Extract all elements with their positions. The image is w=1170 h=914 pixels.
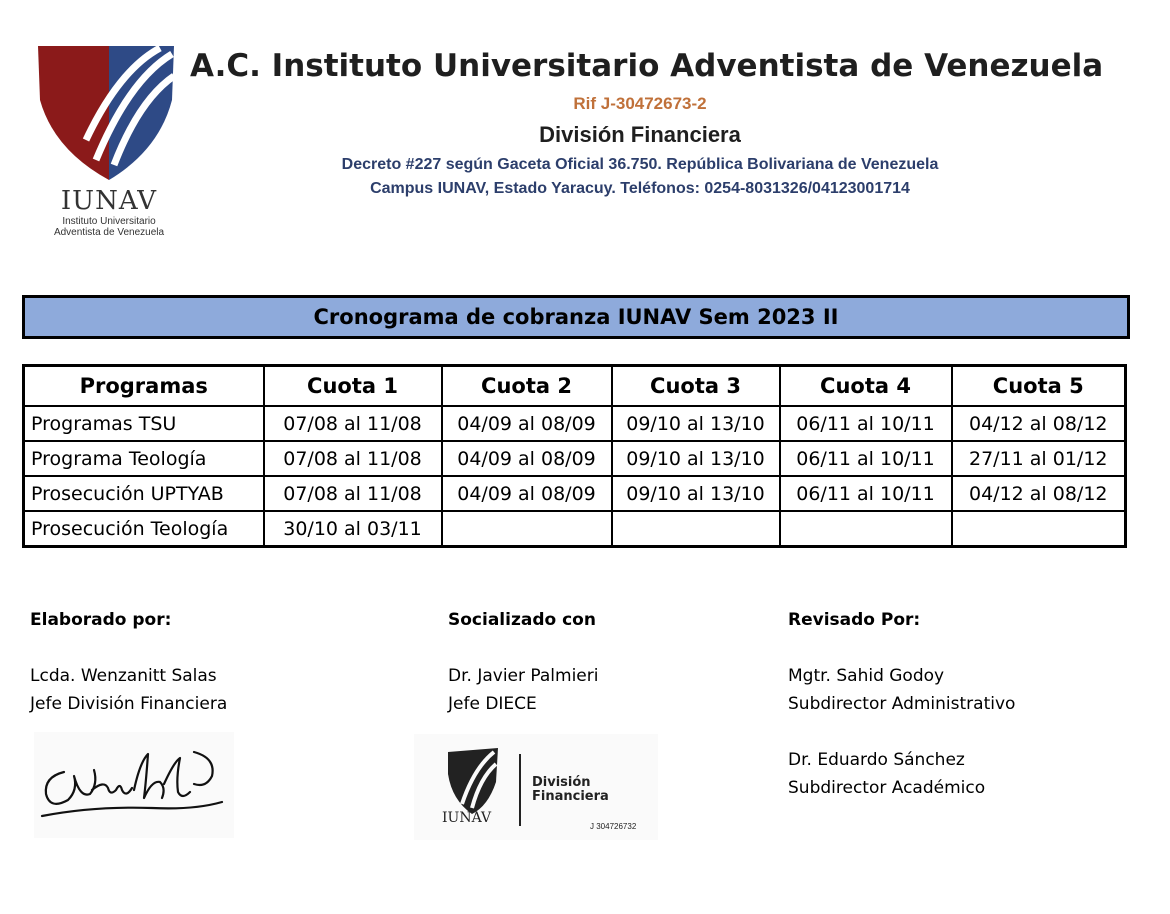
program-cell: Programa Teología — [24, 441, 264, 476]
signer-role: Subdirector Académico — [788, 778, 986, 798]
signature-label: Elaborado por: — [30, 610, 172, 630]
signer-name: Mgtr. Sahid Godoy — [788, 666, 945, 686]
logo-name: IUNAV — [60, 186, 158, 216]
signer-role: Jefe División Financiera — [30, 694, 228, 714]
stamp-division — [532, 776, 609, 804]
stamp-line: Financiera — [532, 789, 609, 804]
stamp-line: División — [532, 775, 591, 790]
signer-name: Dr. Javier Palmieri — [448, 666, 599, 686]
column-header: Cuota 5 — [952, 366, 1126, 407]
date-cell: 06/11 al 10/11 — [780, 476, 952, 511]
date-cell: 09/10 al 13/10 — [612, 476, 780, 511]
date-cell — [612, 511, 780, 547]
signer-role: Jefe DIECE — [448, 694, 537, 714]
table-header-row — [24, 366, 1126, 407]
logo-subtitle: Instituto Universitario — [62, 216, 156, 227]
handwritten-signature — [34, 732, 234, 838]
logo-subtitle: Adventista de Venezuela — [53, 227, 165, 238]
column-header: Cuota 3 — [612, 366, 780, 407]
date-cell: 04/09 al 08/09 — [442, 476, 612, 511]
table-row — [24, 441, 1126, 476]
date-cell: 04/12 al 08/12 — [952, 406, 1126, 441]
table-row — [24, 511, 1126, 547]
date-cell: 04/09 al 08/09 — [442, 441, 612, 476]
program-cell: Prosecución UPTYAB — [24, 476, 264, 511]
program-cell: Programas TSU — [24, 406, 264, 441]
program-cell: Prosecución Teología — [24, 511, 264, 547]
signature-label: Revisado Por: — [788, 610, 921, 630]
division-name: División Financiera — [539, 122, 741, 147]
campus-line: Campus IUNAV, Estado Yaracuy. Teléfonos: 0254-8031326/04123001714 — [370, 180, 910, 197]
stamp-brand: IUNAV — [442, 810, 492, 826]
date-cell — [780, 511, 952, 547]
rif: Rif J-30472673-2 — [573, 94, 707, 113]
table-row — [24, 476, 1126, 511]
stamp-code: J 304726732 — [590, 822, 637, 831]
signature-block-socializado — [448, 606, 598, 718]
document-title: Cronograma de cobranza IUNAV Sem 2023 II — [22, 295, 1130, 339]
institution-name: A.C. Instituto Universitario Adventista de Venezuela — [190, 48, 1104, 84]
shield-icon — [34, 40, 184, 185]
date-cell: 04/12 al 08/12 — [952, 476, 1126, 511]
schedule-table — [22, 364, 1127, 548]
decree-line: Decreto #227 según Gaceta Oficial 36.750. República Bolivariana de Venezuela — [341, 156, 939, 173]
signature-block-revisado — [788, 606, 1015, 802]
iunav-logo — [34, 40, 184, 240]
column-header: Programas — [24, 366, 264, 407]
date-cell: 30/10 al 03/11 — [264, 511, 442, 547]
signature-label: Socializado con — [448, 610, 596, 630]
signer-name: Dr. Eduardo Sánchez — [788, 750, 965, 770]
date-cell — [952, 511, 1126, 547]
date-cell: 09/10 al 13/10 — [612, 441, 780, 476]
date-cell: 27/11 al 01/12 — [952, 441, 1126, 476]
column-header: Cuota 4 — [780, 366, 952, 407]
date-cell: 06/11 al 10/11 — [780, 441, 952, 476]
column-header: Cuota 1 — [264, 366, 442, 407]
signature-block-elaborado — [30, 606, 227, 718]
date-cell: 07/08 al 11/08 — [264, 441, 442, 476]
signer-name: Lcda. Wenzanitt Salas — [30, 666, 217, 686]
date-cell: 06/11 al 10/11 — [780, 406, 952, 441]
division-stamp — [414, 734, 658, 840]
column-header: Cuota 2 — [442, 366, 612, 407]
table-row — [24, 406, 1126, 441]
date-cell — [442, 511, 612, 547]
date-cell: 09/10 al 13/10 — [612, 406, 780, 441]
date-cell: 07/08 al 11/08 — [264, 406, 442, 441]
signer-role: Subdirector Administrativo — [788, 694, 1016, 714]
date-cell: 04/09 al 08/09 — [442, 406, 612, 441]
date-cell: 07/08 al 11/08 — [264, 476, 442, 511]
